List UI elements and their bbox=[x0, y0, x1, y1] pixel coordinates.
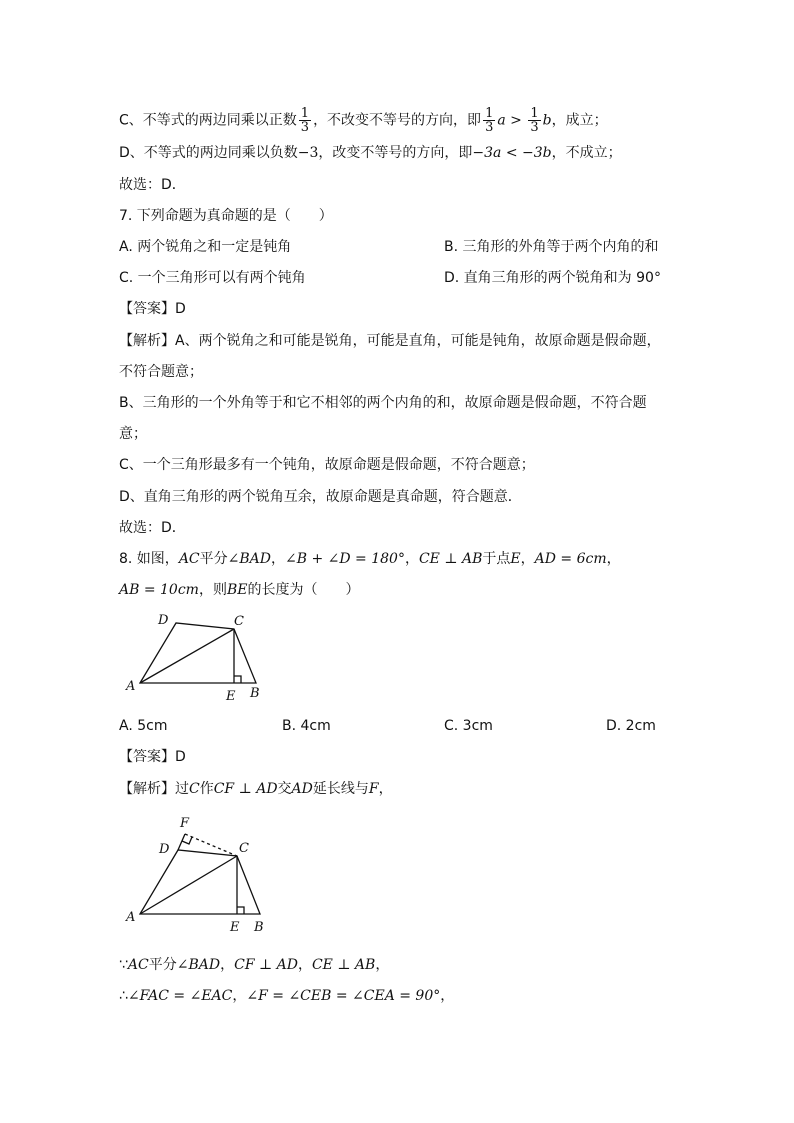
text: ， bbox=[375, 957, 390, 973]
diagonal-ac bbox=[140, 856, 237, 914]
question-8-line-2 bbox=[119, 580, 359, 600]
explanation-7-line-5: C、一个三角形最多有一个钝角，故原命题是假命题，不符合题意； bbox=[119, 457, 535, 473]
text: ，则 bbox=[198, 582, 227, 598]
math-ce-ab: CE ⊥ AB bbox=[311, 957, 376, 973]
diagonal-ac bbox=[140, 629, 234, 683]
question-7: 7. 下列命题为真命题的是（ ） bbox=[119, 208, 333, 224]
math-ac: AC bbox=[178, 551, 200, 567]
text: ，不改变不等号的方向，即 bbox=[313, 112, 482, 129]
fraction-one-third bbox=[299, 107, 311, 134]
text: 交 bbox=[277, 781, 292, 797]
text: ，改变不等号的方向，即 bbox=[318, 145, 473, 161]
figure-quadrilateral bbox=[122, 609, 282, 701]
text: ， bbox=[404, 551, 419, 567]
q8-option-b: B. 4cm bbox=[282, 718, 331, 734]
math-sum: ∠B + ∠D = 180° bbox=[285, 551, 405, 567]
text: ，成立； bbox=[551, 112, 608, 129]
text: ， bbox=[271, 551, 285, 567]
right-angle-mark bbox=[234, 676, 241, 683]
explanation-7-line-2: 不符合题意； bbox=[119, 364, 203, 380]
label-a: A bbox=[126, 679, 136, 694]
text: ， bbox=[220, 957, 235, 973]
text: ， bbox=[297, 957, 312, 973]
text: 8. 如图， bbox=[119, 551, 179, 567]
text: ，不成立； bbox=[551, 145, 622, 161]
q7-option-d: D. 直角三角形的两个锐角和为 90° bbox=[444, 270, 661, 286]
math-bad: ∠BAD bbox=[176, 957, 221, 973]
fraction-one-third bbox=[483, 107, 495, 134]
because-line bbox=[119, 955, 389, 975]
label-b: B bbox=[254, 920, 264, 935]
answer-6: 故选：D． bbox=[119, 177, 186, 193]
label-c: C bbox=[234, 614, 244, 629]
math-ac: AC bbox=[127, 957, 149, 973]
text: ， bbox=[606, 551, 621, 567]
text: 作 bbox=[199, 781, 214, 797]
text: 于点 bbox=[482, 551, 511, 567]
text: D、不等式的两边同乘以负数 bbox=[119, 145, 298, 161]
math-ab10: AB = 10cm bbox=[119, 582, 199, 598]
answer-7: 故选：D． bbox=[119, 520, 186, 536]
math-neg3: −3 bbox=[297, 145, 319, 161]
math-cf-ad: CF ⊥ AD bbox=[234, 957, 298, 973]
math-bad: ∠BAD bbox=[227, 551, 271, 567]
option-d-explanation bbox=[119, 143, 622, 163]
label-c: C bbox=[239, 841, 249, 856]
math-ce-ab: CE ⊥ AB bbox=[418, 551, 483, 567]
math-c: C bbox=[189, 781, 200, 797]
math-right-eq: ∠F = ∠CEB = ∠CEA = 90° bbox=[246, 988, 441, 1004]
text: 平分 bbox=[199, 551, 228, 567]
q8-option-d: D. 2cm bbox=[606, 718, 656, 734]
answer-8-label: 【答案】D bbox=[119, 749, 186, 765]
q7-option-a: A. 两个锐角之和一定是钝角 bbox=[119, 239, 292, 255]
math-gt: > bbox=[505, 112, 527, 129]
explanation-7-line-1: 【解析】A、两个锐角之和可能是锐角，可能是直角，可能是钝角，故原命题是假命题， bbox=[119, 333, 661, 349]
label-f: F bbox=[180, 816, 190, 831]
math-a: a bbox=[497, 112, 506, 129]
frac-den: 3 bbox=[300, 120, 310, 135]
therefore-symbol: ∴ bbox=[119, 988, 128, 1004]
text: 的长度为（ ） bbox=[247, 582, 360, 598]
explanation-7-line-4: 意； bbox=[119, 426, 147, 442]
label-d: D bbox=[158, 613, 169, 628]
q8-option-a: A. 5cm bbox=[119, 718, 168, 734]
q8-option-c: C. 3cm bbox=[444, 718, 493, 734]
math-be: BE bbox=[226, 582, 248, 598]
math-ad6: AD = 6cm bbox=[534, 551, 607, 567]
frac-den: 3 bbox=[485, 120, 494, 135]
math-angles-eq: ∠FAC = ∠EAC bbox=[127, 988, 233, 1004]
text: C、不等式的两边同乘以正数 bbox=[119, 112, 297, 129]
math-f: F bbox=[368, 781, 379, 797]
because-symbol: ∵ bbox=[119, 957, 128, 973]
math-b: b bbox=[542, 112, 552, 129]
text: 平分 bbox=[148, 957, 177, 973]
text: ， bbox=[378, 781, 393, 797]
frac-num: 1 bbox=[300, 106, 310, 121]
quadrilateral-abcd bbox=[140, 850, 260, 914]
figure-quadrilateral-with-f bbox=[122, 810, 282, 936]
math-ad: AD bbox=[291, 781, 313, 797]
option-c-explanation bbox=[119, 107, 608, 134]
text: 【解析】过 bbox=[119, 781, 189, 797]
label-d: D bbox=[159, 842, 170, 857]
text: ， bbox=[440, 988, 455, 1004]
text: 延长线与 bbox=[312, 781, 369, 797]
math-e: E bbox=[510, 551, 521, 567]
explanation-8-line-1 bbox=[119, 779, 393, 799]
fraction-one-third bbox=[528, 107, 540, 134]
label-e: E bbox=[226, 689, 236, 701]
explanation-7-line-6: D、直角三角形的两个锐角互余，故原命题是真命题，符合题意． bbox=[119, 489, 522, 505]
label-e: E bbox=[230, 920, 240, 935]
figure-lines bbox=[140, 623, 256, 683]
label-a: A bbox=[126, 910, 136, 925]
label-b: B bbox=[250, 686, 260, 701]
math-cf-ad: CF ⊥ AD bbox=[213, 781, 278, 797]
frac-den: 3 bbox=[530, 120, 539, 135]
answer-7-label: 【答案】D bbox=[119, 301, 186, 317]
frac-num: 1 bbox=[485, 106, 494, 121]
right-angle-mark-e bbox=[237, 907, 244, 914]
text: ， bbox=[520, 551, 535, 567]
frac-num: 1 bbox=[530, 106, 539, 121]
q7-option-c: C. 一个三角形可以有两个钝角 bbox=[119, 270, 306, 286]
math-ineq: −3a < −3b bbox=[472, 145, 552, 161]
quadrilateral-abcd bbox=[140, 623, 256, 683]
q7-option-b: B. 三角形的外角等于两个内角的和 bbox=[444, 239, 659, 255]
perpendicular-cf bbox=[185, 834, 237, 856]
question-8-line-1 bbox=[119, 549, 621, 569]
text: ， bbox=[232, 988, 247, 1004]
explanation-7-line-3: B、三角形的一个外角等于和它不相邻的两个内角的和，故原命题是假命题，不符合题 bbox=[119, 395, 647, 411]
therefore-line bbox=[119, 986, 454, 1006]
